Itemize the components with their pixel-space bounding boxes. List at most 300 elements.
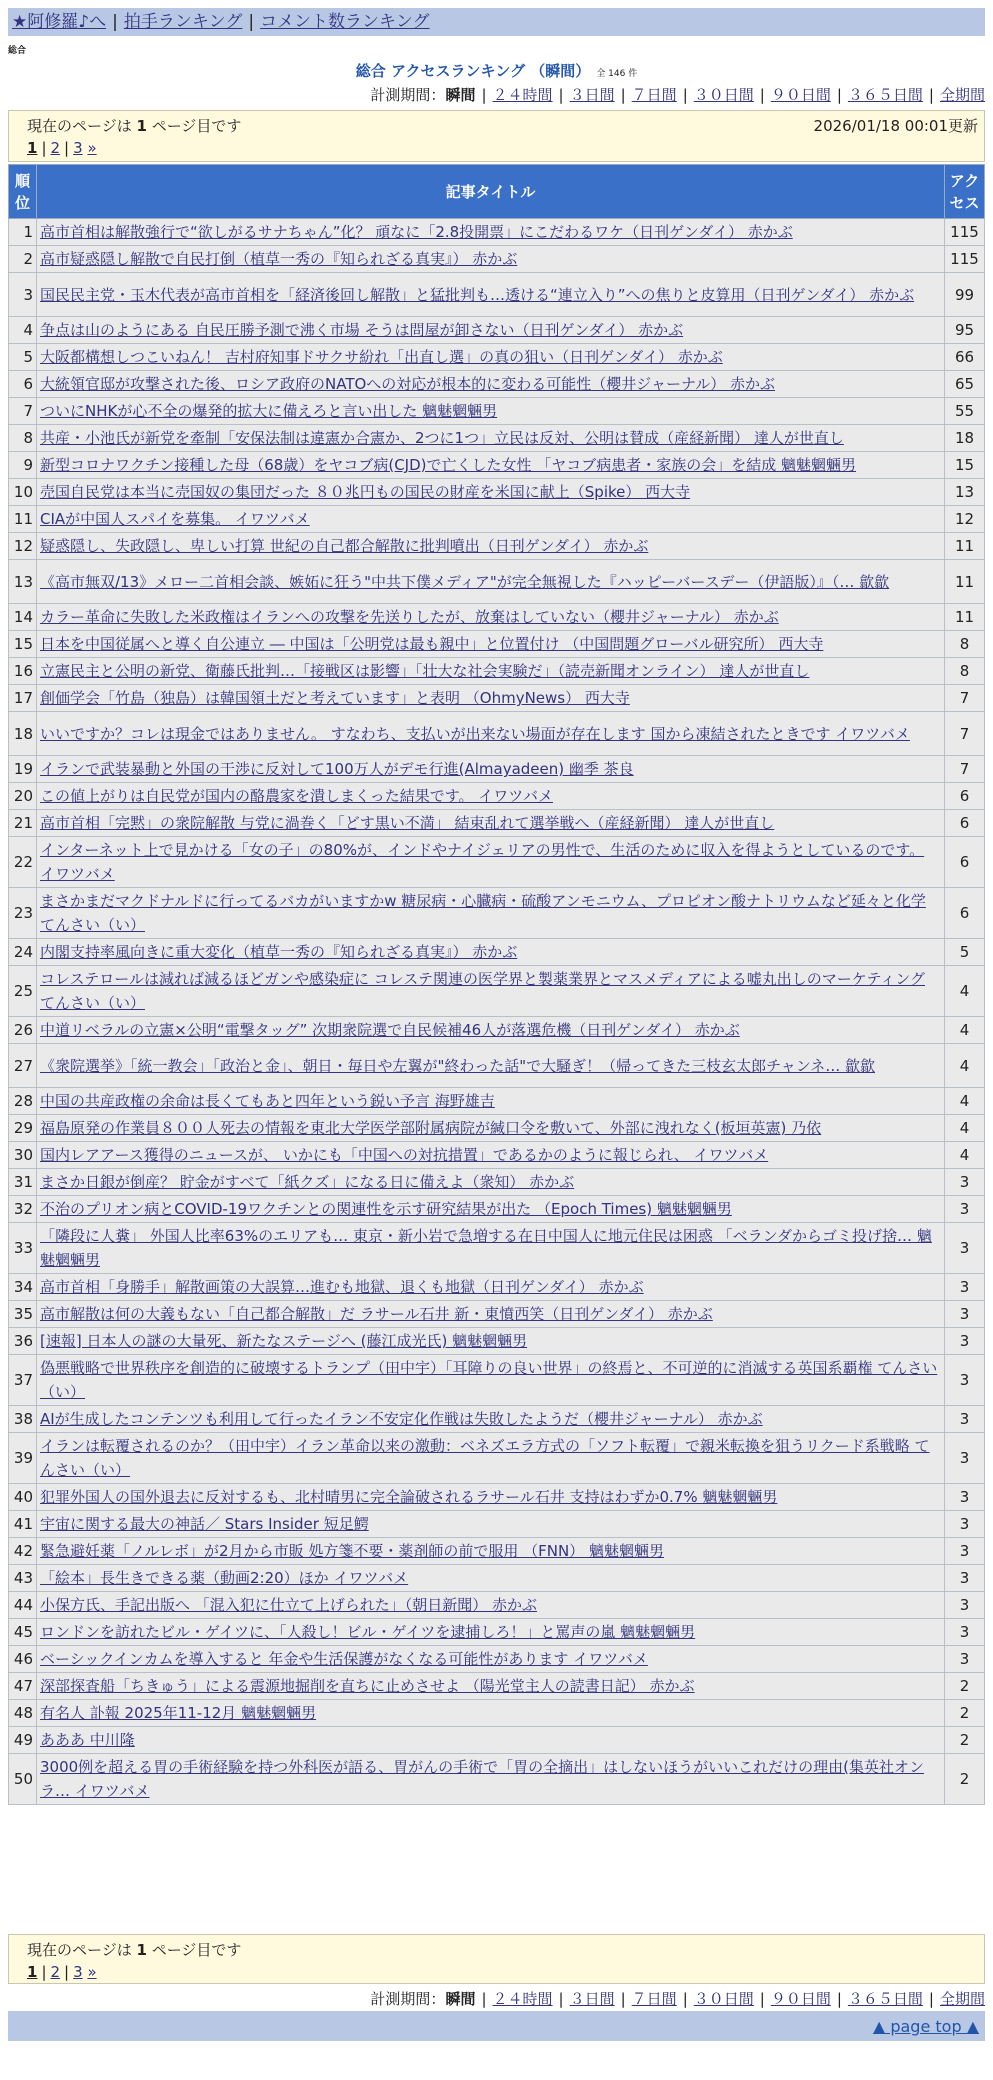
- table-row: [9, 756, 985, 783]
- article-link[interactable]: 大阪都構想しつこいねん！ 吉村府知事ドサクサ紛れ「出直し選」の真の狙い（日刊ゲンダイ） 赤かぶ: [40, 348, 723, 366]
- table-row: [9, 1700, 985, 1727]
- access-cell: 7: [945, 712, 985, 756]
- page-title: [0, 60, 993, 81]
- table-row: [9, 810, 985, 837]
- title-cell: [37, 479, 945, 506]
- period-link-0[interactable]: ２４時間: [492, 1990, 553, 2008]
- title-cell: [37, 1301, 945, 1328]
- title-cell: [37, 506, 945, 533]
- access-cell: 3: [945, 1646, 985, 1673]
- title-cell: [37, 371, 945, 398]
- article-link[interactable]: 創価学会「竹島（独島）は韓国領土だと考えています」と表明 （OhmyNews） 西大寺: [40, 689, 630, 707]
- title-cell: [37, 685, 945, 712]
- period-separator: |: [682, 86, 688, 104]
- title-cell: [37, 1044, 945, 1088]
- article-link[interactable]: この値上がりは自民党が国内の酪農家を潰しまくった結果です。 イワツバメ: [40, 787, 553, 805]
- title-cell: [37, 1619, 945, 1646]
- rank-cell: 13: [9, 560, 37, 604]
- rank-cell: 46: [9, 1646, 37, 1673]
- article-link[interactable]: 国民民主党・玉木代表が高市首相を「経済後回し解散」と猛批判も…透ける“連立入り”への焦りと皮算用（日刊ゲンダイ） 赤かぶ: [40, 285, 915, 304]
- period-separator: |: [481, 1990, 487, 2008]
- article-link[interactable]: 「隣段に人糞」 外国人比率63%のエリアも… 東京・新小岩で急増する在日中国人に地元住民は困惑 「ベランダからゴミ投げ捨… 魑魅魍魎男: [40, 1227, 932, 1269]
- table-row: [9, 1511, 985, 1538]
- rank-cell: 40: [9, 1484, 37, 1511]
- article-link[interactable]: 国内レアアース獲得のニュースが、 いかにも「中国への対抗措置」であるかのように報じられ、 イワツバメ: [40, 1146, 769, 1164]
- table-row: [9, 712, 985, 756]
- page-separator: |: [41, 139, 47, 157]
- article-link[interactable]: 宇宙に関する最大の神話／ Stars Insider 短足鰐: [40, 1515, 369, 1533]
- table-row: [9, 1646, 985, 1673]
- table-row: [9, 533, 985, 560]
- title-cell: [37, 273, 945, 317]
- rank-cell: 11: [9, 506, 37, 533]
- access-cell: 95: [945, 317, 985, 344]
- rank-cell: 42: [9, 1538, 37, 1565]
- title-cell: [37, 1673, 945, 1700]
- table-row: [9, 425, 985, 452]
- article-link[interactable]: 深部探査船「ちきゅう」による震源地掘削を直ちに止めさせよ （陽光堂主人の読書日記） 赤かぶ: [40, 1677, 695, 1695]
- period-separator: |: [759, 1990, 765, 2008]
- rank-cell: 23: [9, 888, 37, 939]
- access-cell: 18: [945, 425, 985, 452]
- table-row: [9, 398, 985, 425]
- page-title-text: 総合 アクセスランキング （瞬間）: [355, 62, 591, 80]
- access-cell: 2: [945, 1754, 985, 1805]
- period-separator: |: [620, 86, 626, 104]
- access-cell: 2: [945, 1673, 985, 1700]
- table-row: [9, 1673, 985, 1700]
- access-cell: 4: [945, 1115, 985, 1142]
- top-nav-bar: [8, 8, 985, 36]
- access-cell: 3: [945, 1511, 985, 1538]
- ranking-table: [8, 164, 985, 1805]
- title-cell: [37, 1169, 945, 1196]
- rank-cell: 43: [9, 1565, 37, 1592]
- title-cell: [37, 1274, 945, 1301]
- table-row: [9, 888, 985, 939]
- rank-cell: 35: [9, 1301, 37, 1328]
- table-row: [9, 317, 985, 344]
- period-separator: |: [836, 1990, 842, 2008]
- table-row: [9, 1169, 985, 1196]
- table-row: [9, 479, 985, 506]
- rank-cell: 26: [9, 1017, 37, 1044]
- rank-cell: 12: [9, 533, 37, 560]
- table-row: [9, 219, 985, 246]
- article-link[interactable]: 有名人 訃報 2025年11-12月 魑魅魍魎男: [40, 1704, 317, 1722]
- title-cell: [37, 1017, 945, 1044]
- period-link-3[interactable]: ３０日間: [693, 1990, 754, 2008]
- table-row: [9, 1619, 985, 1646]
- table-row: [9, 1088, 985, 1115]
- period-current: 瞬間: [445, 1990, 476, 2008]
- access-cell: 4: [945, 1142, 985, 1169]
- title-cell: [37, 837, 945, 888]
- access-cell: 15: [945, 452, 985, 479]
- rank-cell: 30: [9, 1142, 37, 1169]
- table-row: [9, 1301, 985, 1328]
- article-link[interactable]: 犯罪外国人の国外退去に反対するも、北村晴男に完全論破されるラサール石井 支持はわずか0.7% 魑魅魍魎男: [40, 1488, 778, 1506]
- period-link-4[interactable]: ９０日間: [770, 1990, 831, 2008]
- rank-cell: 7: [9, 398, 37, 425]
- table-row: [9, 837, 985, 888]
- article-link[interactable]: 福島原発の作業員８００人死去の情報を東北大学医学部附属病院が緘口令を敷いて、外部に洩れなく(板垣英憲) 乃依: [40, 1119, 822, 1137]
- access-cell: 4: [945, 966, 985, 1017]
- page-separator: |: [64, 1963, 70, 1981]
- next-page-link[interactable]: »: [87, 139, 97, 157]
- access-cell: 3: [945, 1301, 985, 1328]
- table-row: [9, 452, 985, 479]
- article-link[interactable]: 高市首相「身勝手」解散画策の大誤算…進むも地獄、退くも地獄（日刊ゲンダイ） 赤かぶ: [40, 1278, 644, 1296]
- rank-cell: 29: [9, 1115, 37, 1142]
- nav-separator: |: [248, 12, 255, 32]
- page-separator: |: [64, 139, 70, 157]
- access-cell: 3: [945, 1592, 985, 1619]
- access-cell: 11: [945, 560, 985, 604]
- rank-cell: 45: [9, 1619, 37, 1646]
- table-row: [9, 685, 985, 712]
- period-current: 瞬間: [445, 86, 476, 104]
- access-cell: 3: [945, 1223, 985, 1274]
- period-separator: |: [759, 86, 765, 104]
- article-link[interactable]: 緊急避妊薬「ノルレボ」が2月から市販 処方箋不要・薬剤師の前で服用 （FNN） 魑魅魍魎男: [40, 1542, 664, 1560]
- access-cell: 3: [945, 1619, 985, 1646]
- access-cell: 3: [945, 1328, 985, 1355]
- title-cell: [37, 1565, 945, 1592]
- comment-ranking-link[interactable]: コメント数ランキング: [260, 12, 430, 32]
- article-link[interactable]: コレステロールは減れば減るほどガンや感染症に コレステ関連の医学界と製薬業界とマスメディアによる嘘丸出しのマーケティング てんさい（い）: [40, 970, 925, 1012]
- access-cell: 115: [945, 246, 985, 273]
- title-cell: [37, 1088, 945, 1115]
- title-cell: [37, 966, 945, 1017]
- table-row: [9, 506, 985, 533]
- page-link-3[interactable]: 3: [73, 139, 83, 157]
- article-link[interactable]: 小保方氏、手記出版へ 「混入犯に仕立て上げられた」（朝日新聞） 赤かぶ: [40, 1596, 538, 1614]
- article-link[interactable]: 疑惑隠し、失政隠し、卑しい打算 世紀の自己都合解散に批判噴出（日刊ゲンダイ） 赤かぶ: [40, 537, 649, 555]
- title-cell: [37, 1484, 945, 1511]
- article-link[interactable]: 新型コロナワクチン接種した母（68歳）をヤコブ病(CJD)で亡くした女性 「ヤコブ病患者・家族の会」を結成 魑魅魍魎男: [40, 456, 857, 474]
- article-link[interactable]: 日本を中国従属へと導く自公連立 ― 中国は「公明党は最も親中」と位置付け （中国問題グローバル研究所） 西大寺: [40, 635, 824, 653]
- rank-cell: 31: [9, 1169, 37, 1196]
- access-cell: 3: [945, 1169, 985, 1196]
- access-cell: 6: [945, 888, 985, 939]
- article-link[interactable]: まさかまだマクドナルドに行ってるバカがいますかw 糖尿病・心臓病・硫酸アンモニウム、プロピオン酸ナトリウムなど延々と化学 てんさい（い）: [40, 892, 926, 934]
- table-row: [9, 783, 985, 810]
- rank-cell: 16: [9, 658, 37, 685]
- title-cell: [37, 317, 945, 344]
- rank-cell: 37: [9, 1355, 37, 1406]
- article-link[interactable]: カラー革命に失敗した米政権はイランへの攻撃を先送りしたが、放棄はしていない（櫻井ジャーナル） 赤かぶ: [40, 608, 779, 626]
- table-row: [9, 1406, 985, 1433]
- access-cell: 3: [945, 1484, 985, 1511]
- article-link[interactable]: 偽悪戦略で世界秩序を創造的に破壊するトランプ（田中宇）「耳障りの良い世界」の終焉と、不可逆的に消滅する英国系覇権 てんさい（い）: [40, 1359, 938, 1401]
- title-cell: [37, 1355, 945, 1406]
- access-cell: 3: [945, 1565, 985, 1592]
- title-cell: [37, 560, 945, 604]
- title-cell: [37, 1538, 945, 1565]
- rank-cell: 14: [9, 604, 37, 631]
- table-row: [9, 1538, 985, 1565]
- rank-cell: 33: [9, 1223, 37, 1274]
- article-link[interactable]: 中国の共産政権の余命は長くてもあと四年という鋭い予言 海野雄吉: [40, 1092, 495, 1110]
- rank-cell: 9: [9, 452, 37, 479]
- period-link-2[interactable]: ７日間: [631, 86, 677, 104]
- article-link[interactable]: CIAが中国人スパイを募集。 イワツバメ: [40, 510, 310, 528]
- article-link[interactable]: 内閣支持率風向きに重大変化（植草一秀の『知られざる真実』） 赤かぶ: [40, 943, 518, 961]
- article-link[interactable]: 《衆院選挙》「統一教会」「政治と金」、朝日・毎日や左翼が"終わった話"で大騒ぎ！（帰ってきた三枝玄太郎チャンネ… 歙歙: [40, 1056, 876, 1075]
- access-cell: 6: [945, 837, 985, 888]
- rank-cell: 18: [9, 712, 37, 756]
- access-cell: 3: [945, 1406, 985, 1433]
- rank-cell: 2: [9, 246, 37, 273]
- rank-cell: 19: [9, 756, 37, 783]
- rank-cell: 41: [9, 1511, 37, 1538]
- rank-cell: 25: [9, 966, 37, 1017]
- rank-cell: 24: [9, 939, 37, 966]
- period-separator: |: [682, 1990, 688, 2008]
- period-separator: |: [558, 86, 564, 104]
- paging-box-top: [8, 110, 985, 162]
- title-cell: [37, 452, 945, 479]
- access-cell: 66: [945, 344, 985, 371]
- access-cell: 11: [945, 533, 985, 560]
- article-link[interactable]: イランで武装暴動と外国の干渉に反対して100万人がデモ行進(Almayadeen) 幽季 茶良: [40, 760, 634, 778]
- rank-cell: 47: [9, 1673, 37, 1700]
- clap-ranking-link[interactable]: 拍手ランキング: [123, 12, 243, 32]
- table-row: [9, 1484, 985, 1511]
- home-link[interactable]: ★阿修羅♪へ: [12, 12, 107, 32]
- access-cell: 3: [945, 1355, 985, 1406]
- table-row: [9, 1115, 985, 1142]
- period-label: 計測期間：: [370, 86, 446, 104]
- table-row: [9, 631, 985, 658]
- table-row: [9, 246, 985, 273]
- title-cell: [37, 1592, 945, 1619]
- header-access: アクセス: [945, 165, 985, 219]
- table-row: [9, 1223, 985, 1274]
- period-link-6[interactable]: 全期間: [939, 1990, 985, 2008]
- table-row: [9, 1592, 985, 1619]
- access-cell: 4: [945, 1017, 985, 1044]
- title-cell: [37, 344, 945, 371]
- title-cell: [37, 783, 945, 810]
- article-link[interactable]: まさか日銀が倒産？ 貯金がすべて「紙クズ」になる日に備えよ（衆知） 赤かぶ: [40, 1173, 575, 1191]
- rank-cell: 44: [9, 1592, 37, 1619]
- rank-cell: 39: [9, 1433, 37, 1484]
- table-row: [9, 1355, 985, 1406]
- table-row: [9, 966, 985, 1017]
- table-row: [9, 344, 985, 371]
- period-link-3[interactable]: ３０日間: [693, 86, 754, 104]
- access-cell: 6: [945, 783, 985, 810]
- title-cell: [37, 756, 945, 783]
- rank-cell: 5: [9, 344, 37, 371]
- title-cell: [37, 1142, 945, 1169]
- current-page-text: 現在のページは 1 ページ目です: [27, 117, 242, 135]
- period-link-0[interactable]: ２４時間: [492, 86, 553, 104]
- period-label: 計測期間：: [370, 1990, 446, 2008]
- access-cell: 4: [945, 1044, 985, 1088]
- title-cell: [37, 1406, 945, 1433]
- article-link[interactable]: AIが生成したコンテンツも利用して行ったイラン不安定化作戦は失敗したようだ（櫻井ジャーナル） 赤かぶ: [40, 1410, 763, 1428]
- rank-cell: 32: [9, 1196, 37, 1223]
- title-cell: [37, 712, 945, 756]
- period-link-5[interactable]: ３６５日間: [847, 86, 923, 104]
- title-cell: [37, 888, 945, 939]
- period-separator: |: [928, 1990, 934, 2008]
- title-cell: [37, 219, 945, 246]
- period-selector-bottom: [370, 1988, 985, 2009]
- rank-cell: 8: [9, 425, 37, 452]
- table-row: [9, 604, 985, 631]
- access-cell: 2: [945, 1700, 985, 1727]
- rank-cell: 6: [9, 371, 37, 398]
- rank-cell: 34: [9, 1274, 37, 1301]
- table-row: [9, 1328, 985, 1355]
- period-link-5[interactable]: ３６５日間: [847, 1990, 923, 2008]
- article-link[interactable]: 《高市無双/13》メロー二首相会談、嫉妬に狂う"中共下僕メディア"が完全無視した『ハッピーバースデー（伊語版）』（… 歙歙: [40, 572, 890, 591]
- title-cell: [37, 810, 945, 837]
- rank-cell: 17: [9, 685, 37, 712]
- access-cell: 3: [945, 1538, 985, 1565]
- article-link[interactable]: 売国自民党は本当に売国奴の集団だった ８０兆円もの国民の財産を米国に献上（Spike） 西大寺: [40, 483, 691, 501]
- table-row: [9, 371, 985, 398]
- page-current: 1: [27, 139, 38, 157]
- rank-cell: 22: [9, 837, 37, 888]
- next-page-link[interactable]: »: [87, 1963, 97, 1981]
- table-row: [9, 1754, 985, 1805]
- article-link[interactable]: ベーシックインカムを導入すると 年金や生活保護がなくなる可能性があります イワツバメ: [40, 1650, 648, 1668]
- access-cell: 2: [945, 1727, 985, 1754]
- title-cell: [37, 1754, 945, 1805]
- access-cell: 65: [945, 371, 985, 398]
- access-cell: 7: [945, 756, 985, 783]
- header-rank: 順位: [9, 165, 37, 219]
- article-link[interactable]: 立憲民主と公明の新党、衛藤氏批判…「接戦区は影響」「壮大な社会実験だ」（読売新聞オンライン） 達人が世直し: [40, 662, 810, 680]
- table-row: [9, 1274, 985, 1301]
- article-link[interactable]: 「絵本」長生きできる薬（動画2:20）ほか イワツバメ: [40, 1569, 409, 1587]
- article-link[interactable]: あああ 中川隆: [40, 1731, 135, 1749]
- article-link[interactable]: ついにNHKが心不全の爆発的拡大に備えろと言い出した 魑魅魍魎男: [40, 402, 498, 420]
- table-row: [9, 1044, 985, 1088]
- current-page-number: 1: [136, 117, 147, 135]
- article-link[interactable]: 高市首相「完黙」の衆院解散 与党に渦巻く「どす黒い不満」 結束乱れて選挙戦へ（産経新聞） 達人が世直し: [40, 814, 775, 832]
- article-link[interactable]: 高市解散は何の大義もない「自己都合解散」だ ラサール石井 新・東憤西笑（日刊ゲンダイ） 赤かぶ: [40, 1305, 713, 1323]
- table-row: [9, 1142, 985, 1169]
- paging-box-bottom: [8, 1934, 985, 1984]
- page-link-2[interactable]: 2: [50, 139, 61, 157]
- nav-separator: |: [112, 12, 118, 32]
- title-cell: [37, 425, 945, 452]
- rank-cell: 27: [9, 1044, 37, 1088]
- article-link[interactable]: 高市首相は解散強行で“欲しがるサナちゃん”化？ 頑なに「2.8投開票」にこだわるワケ（日刊ゲンダイ） 赤かぶ: [40, 223, 793, 241]
- ranking-table-body: [9, 219, 985, 1805]
- period-link-1[interactable]: ３日間: [569, 86, 615, 104]
- period-separator: |: [836, 86, 842, 104]
- period-link-2[interactable]: ７日間: [631, 1990, 677, 2008]
- article-link[interactable]: [速報] 日本人の謎の大量死、新たなステージへ (藤江成光氏) 魑魅魍魎男: [40, 1332, 528, 1350]
- period-link-4[interactable]: ９０日間: [770, 86, 831, 104]
- rank-cell: 3: [9, 273, 37, 317]
- table-row: [9, 1727, 985, 1754]
- title-cell: [37, 939, 945, 966]
- rank-cell: 20: [9, 783, 37, 810]
- article-link[interactable]: 大統領官邸が攻撃された後、ロシア政府のNATOへの対応が根本的に変わる可能性（櫻井ジャーナル） 赤かぶ: [40, 375, 776, 393]
- access-cell: 99: [945, 273, 985, 317]
- footer-bar: [8, 2011, 985, 2041]
- title-cell: [37, 631, 945, 658]
- article-link[interactable]: 中道リベラルの立憲×公明“電撃タッグ” 次期衆院選で自民候補46人が落選危機（日刊ゲンダイ） 赤かぶ: [40, 1021, 740, 1039]
- title-cell: [37, 1196, 945, 1223]
- updated-timestamp: 2026/01/18 00:01更新: [813, 117, 978, 135]
- period-link-1[interactable]: ３日間: [569, 1990, 615, 2008]
- page-top-link[interactable]: ▲ page top ▲: [872, 2017, 979, 2036]
- title-cell: [37, 1646, 945, 1673]
- page-link-2[interactable]: 2: [50, 1963, 61, 1981]
- article-link[interactable]: 3000例を超える胃の手術経験を持つ外科医が語る、胃がんの手術で「胃の全摘出」はしないほうがいいこれだけの理由(集英社オンラ… イワツバメ: [40, 1758, 925, 1800]
- table-row: [9, 560, 985, 604]
- rank-cell: 1: [9, 219, 37, 246]
- rank-cell: 36: [9, 1328, 37, 1355]
- article-link[interactable]: いいですか？コレは現金ではありません。 すなわち、支払いが出来ない場面が存在します 国から凍結されたときです イワツバメ: [40, 724, 910, 743]
- rank-cell: 48: [9, 1700, 37, 1727]
- total-count: 全 146 件: [596, 69, 638, 79]
- access-cell: 12: [945, 506, 985, 533]
- rank-cell: 15: [9, 631, 37, 658]
- title-cell: [37, 604, 945, 631]
- access-cell: 3: [945, 1433, 985, 1484]
- title-cell: [37, 1115, 945, 1142]
- article-link[interactable]: インターネット上で見かける「女の子」の80%が、インドやナイジェリアの男性で、生活のために収入を得ようとしているのです。 イワツバメ: [40, 841, 925, 883]
- rank-cell: 50: [9, 1754, 37, 1805]
- access-cell: 3: [945, 1274, 985, 1301]
- table-row: [9, 1565, 985, 1592]
- table-row: [9, 1196, 985, 1223]
- table-row: [9, 658, 985, 685]
- table-row: [9, 1433, 985, 1484]
- current-page-number: 1: [136, 1941, 147, 1959]
- table-row: [9, 273, 985, 317]
- access-cell: 3: [945, 1196, 985, 1223]
- access-cell: 4: [945, 1088, 985, 1115]
- title-cell: [37, 533, 945, 560]
- access-cell: 8: [945, 658, 985, 685]
- article-link[interactable]: 共産・小池氏が新党を牽制「安保法制は違憲か合憲か、2つに1つ」立民は反対、公明は賛成（産経新聞） 達人が世直し: [40, 429, 844, 447]
- period-separator: |: [558, 1990, 564, 2008]
- access-cell: 5: [945, 939, 985, 966]
- page-separator: |: [41, 1963, 47, 1981]
- category-label: 総合: [8, 46, 27, 56]
- page-link-3[interactable]: 3: [73, 1963, 83, 1981]
- access-cell: 6: [945, 810, 985, 837]
- period-link-6[interactable]: 全期間: [939, 86, 985, 104]
- access-cell: 115: [945, 219, 985, 246]
- article-link[interactable]: 高市疑惑隠し解散で自民打倒（植草一秀の『知られざる真実』） 赤かぶ: [40, 250, 518, 268]
- rank-cell: 28: [9, 1088, 37, 1115]
- article-link[interactable]: イランは転覆されるのか？（田中宇）イラン革命以来の激動：ベネズエラ方式の「ソフト転覆」で親米転換を狙うリクード系戦略 てんさい（い）: [40, 1437, 930, 1479]
- title-cell: [37, 1328, 945, 1355]
- rank-cell: 38: [9, 1406, 37, 1433]
- article-link[interactable]: 不治のプリオン病とCOVID-19ワクチンとの関連性を示す研究結果が出た （Epoch Times) 魑魅魍魎男: [40, 1200, 732, 1218]
- rank-cell: 49: [9, 1727, 37, 1754]
- period-separator: |: [928, 86, 934, 104]
- table-row: [9, 1017, 985, 1044]
- table-row: [9, 939, 985, 966]
- article-link[interactable]: 争点は山のようにある 自民圧勝予測で沸く市場 そうは問屋が卸さない（日刊ゲンダイ） 赤かぶ: [40, 321, 684, 339]
- article-link[interactable]: ロンドンを訪れたビル・ゲイツに、「人殺し！ビル・ゲイツを逮捕しろ！」と罵声の嵐 魑魅魍魎男: [40, 1623, 696, 1641]
- pagination-top: [27, 139, 97, 157]
- rank-cell: 10: [9, 479, 37, 506]
